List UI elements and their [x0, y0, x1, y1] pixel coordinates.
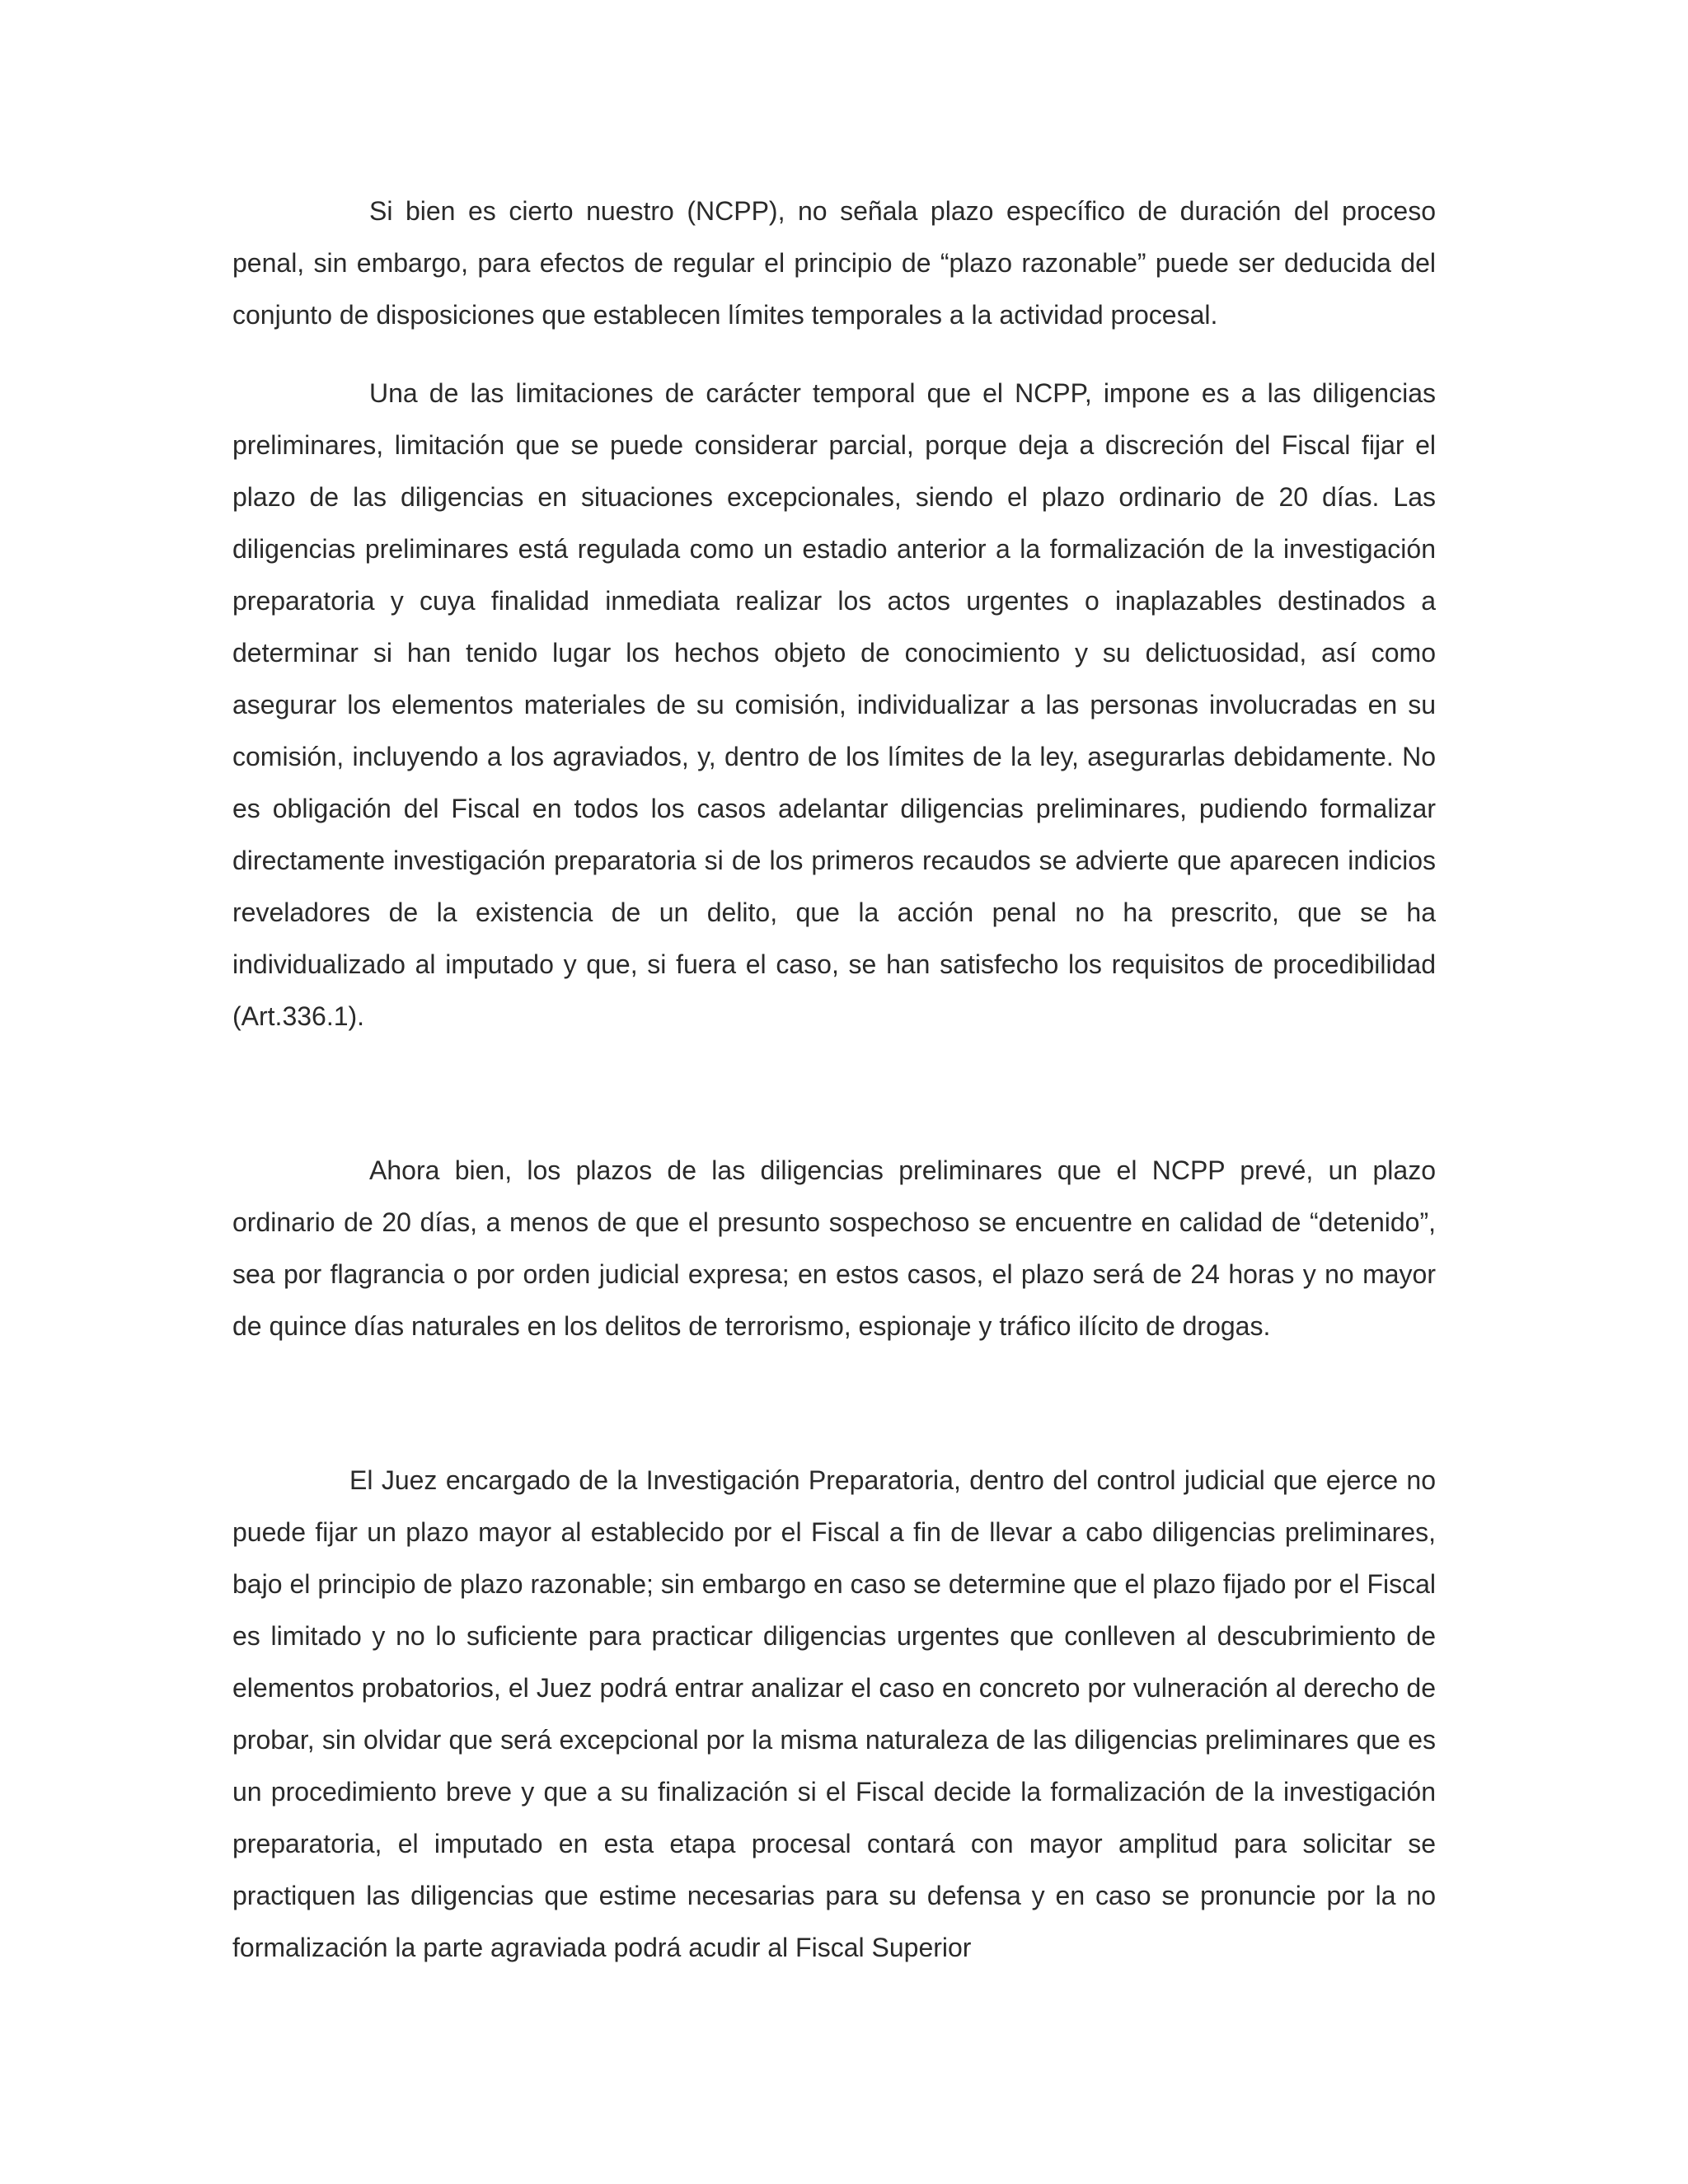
paragraph-plazos-detenido: Ahora bien, los plazos de las diligencias preliminares que el NCPP prevé, un plazo ordinario de 20 días, a menos de que el presunto sospechoso se encuentre en calidad de “detenido”, sea por flagrancia o por orden judicial expresa; en estos casos, el plazo será de 24 horas y no mayor de quince días naturales en los delitos de terrorismo, espionaje y tráfico ilícito de drogas.: [232, 1155, 1436, 1341]
document-body: [232, 185, 1436, 1974]
paragraph-plazo-razonable: Si bien es cierto nuestro (NCPP), no señala plazo específico de duración del proceso penal, sin embargo, para efectos de regular el principio de “plazo razonable” puede ser deducida del conjunto de disposiciones que establecen límites temporales a la actividad procesal.: [232, 196, 1436, 330]
paragraph-diligencias-preliminares: Una de las limitaciones de carácter temporal que el NCPP, impone es a las diligencias preliminares, limitación que se puede considerar parcial, porque deja a discreción del Fiscal fijar el plazo de las diligencias en situaciones excepcionales, siendo el plazo ordinario de 20 días. Las diligencias preliminares está regulada como un estadio anterior a la formalización de la investigación preparatoria y cuya finalidad inmediata realizar los actos urgentes o inaplazables destinados a determinar si han tenido lugar los hechos objeto de conocimiento y su delictuosidad, así como asegurar los elementos materiales de su comisión, individualizar a las personas involucradas en su comisión, incluyendo a los agraviados, y, dentro de los límites de la ley, asegurarlas debidamente. No es obligación del Fiscal en todos los casos adelantar diligencias preliminares, pudiendo formalizar directamente investigación preparatoria si de los primeros recaudos se advierte que aparecen indicios reveladores de la existencia de un delito, que la acción penal no ha prescrito, que se ha individualizado al imputado y que, si fuera el caso, se han satisfecho los requisitos de procedibilidad (Art.336.1).: [232, 378, 1436, 1031]
paragraph-juez-investigacion: El Juez encargado de la Investigación Preparatoria, dentro del control judicial que ejerce no puede fijar un plazo mayor al establecido por el Fiscal a fin de llevar a cabo diligencias preliminares, bajo el principio de plazo razonable; sin embargo en caso se determine que el plazo fijado por el Fiscal es limitado y no lo suficiente para practicar diligencias urgentes que conlleven al descubrimiento de elementos probatorios, el Juez podrá entrar analizar el caso en concreto por vulneración al derecho de probar, sin olvidar que será excepcional por la misma naturaleza de las diligencias preliminares que es un procedimiento breve y que a su finalización si el Fiscal decide la formalización de la investigación preparatoria, el imputado en esta etapa procesal contará con mayor amplitud para solicitar se practiquen las diligencias que estime necesarias para su defensa y en caso se pronuncie por la no formalización la parte agraviada podrá acudir al Fiscal Superior: [232, 1465, 1436, 1962]
